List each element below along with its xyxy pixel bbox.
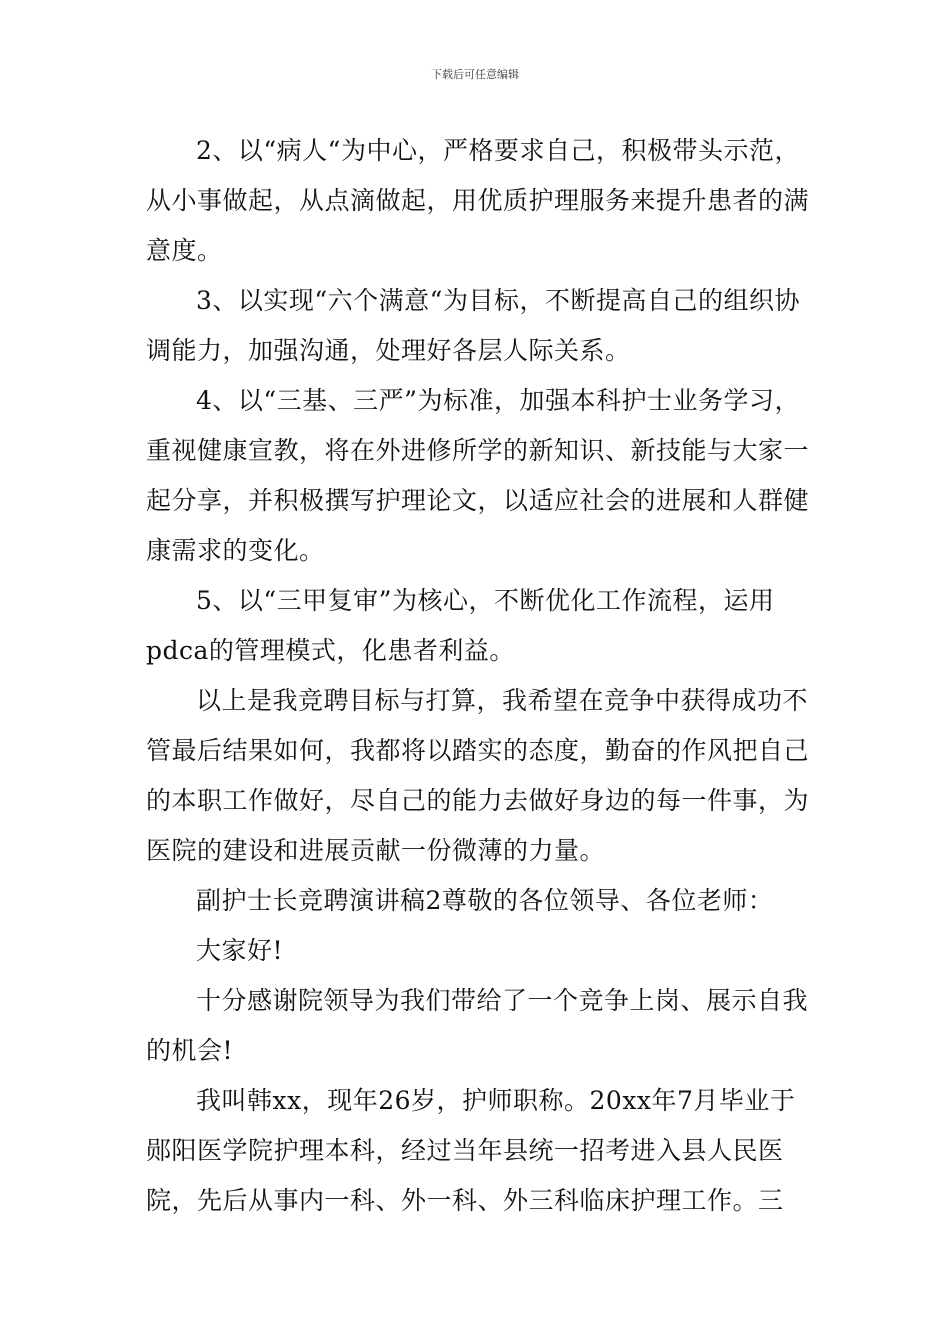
paragraph-introduction: 我叫韩xx，现年26岁，护师职称。20xx年7月毕业于郧阳医学院护理本科，经过当年县统一招考进入县人民医院，先后从事内一科、外一科、外三科临床护理工作。三 [146, 1086, 796, 1215]
page-header-note: 下载后可任意编辑 [431, 68, 519, 81]
paragraph-item-4: 4、以“三基、三严”为标准，加强本科护士业务学习，重视健康宣教，将在外进修所学的新知识、新技能与大家一起分享，并积极撰写护理论文，以适应社会的进展和人群健康需求的变化。 [146, 386, 810, 565]
paragraph-item-5: 5、以“三甲复审”为核心，不断优化工作流程，运用pdca的管理模式，化患者利益。 [146, 586, 775, 665]
greeting: 大家好! [196, 936, 284, 965]
speech-title-line: 副护士长竞聘演讲稿2尊敬的各位领导、各位老师： [196, 886, 774, 915]
paragraph-thanks: 十分感谢院领导为我们带给了一个竞争上岗、展示自我的机会! [146, 986, 809, 1065]
paragraph-conclusion: 以上是我竞聘目标与打算，我希望在竞争中获得成功不管最后结果如何，我都将以踏实的态度，勤奋的作风把自己的本职工作做好，尽自己的能力去做好身边的每一件事，为医院的建设和进展贡献一份微薄的力量。 [146, 686, 810, 865]
document-body [146, 126, 816, 1226]
paragraph-item-2: 2、以“病人“为中心，严格要求自己，积极带头示范，从小事做起，从点滴做起，用优质护理服务来提升患者的满意度。 [146, 136, 810, 265]
paragraph-item-3: 3、以实现“六个满意“为目标，不断提高自己的组织协调能力，加强沟通，处理好各层人际关系。 [146, 286, 800, 365]
